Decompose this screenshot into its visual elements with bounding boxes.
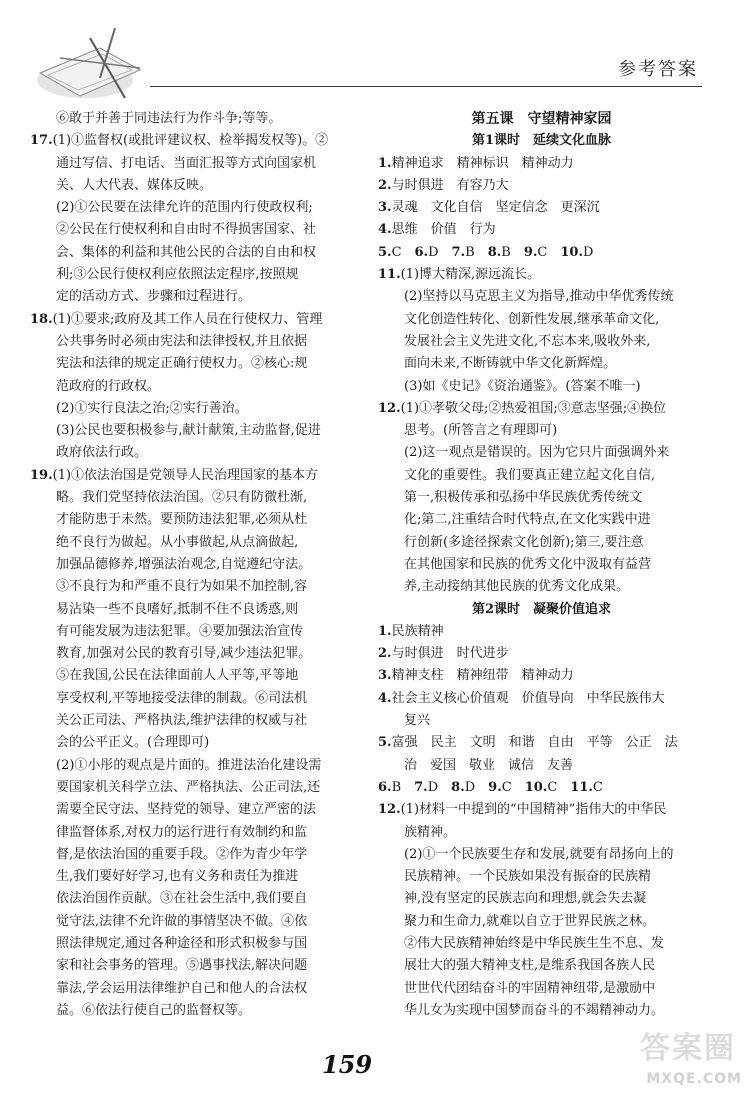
question-number: 8.: [451, 779, 465, 795]
text-line: 照法律规定,通过各种途径和形式积极参与国: [56, 935, 308, 951]
text-line: (2)①一个民族要生存和发展,就要有昂扬向上的: [404, 846, 674, 862]
text-line: 需要全民守法、坚持党的领导、建立严密的法: [56, 802, 317, 818]
answer-text: 与时俱进 时代进步: [391, 646, 509, 662]
text-line: 略。我们党坚持依法治国。②只有防微杜渐,: [56, 490, 308, 506]
text-line: 文化创造性转化、创新性发展,继承革命文化,: [404, 311, 660, 327]
text-line: (2)这一观点是错误的。因为它只片面强调外来: [404, 445, 670, 461]
text-line: 行创新(多途径探索文化创新);第三,要注意: [404, 534, 644, 550]
question-19-line: [30, 465, 368, 487]
text-line: 有可能发展为违法犯罪。④要加强法治宣传: [56, 623, 304, 639]
text-line: 在其他国家和民族的优秀文化中汲取有益营: [404, 556, 652, 572]
question-number: 12.: [378, 400, 401, 416]
text-line: 华儿女为实现中国梦而奋斗的不竭精神动力。: [404, 1002, 665, 1018]
text-line: 依法治国作贡献。③在社会生活中,我们要自: [56, 891, 308, 907]
section-title: 第1课时 延续文化血脉: [471, 133, 612, 149]
answer-text: (1)①监督权(或批评建议权、检举揭发权等)。②: [52, 133, 329, 149]
question-number: 11.: [570, 779, 593, 795]
text-line: 享受权利,平等地接受法律的制裁。⑥司法机: [56, 690, 308, 706]
answer-line: [378, 643, 705, 665]
answer-text: D: [428, 244, 452, 260]
text-line: 要国家机关科学立法、严格执法、公正司法,还: [56, 779, 321, 795]
question-number: 1.: [378, 623, 392, 639]
section-title: 第2课时 凝聚价值追求: [471, 601, 612, 617]
answer-text: B: [391, 779, 415, 795]
text-line: (2)坚持以马克思主义为指导,推动中华优秀传统: [404, 289, 674, 305]
lesson-title: 第五课 守望精神家园: [471, 111, 612, 127]
answer-line: [378, 219, 705, 241]
question-number: 17.: [30, 133, 53, 149]
question-number: 11.: [378, 267, 401, 283]
text-line: (2)①小彤的观点是片面的。推进法治化建设需: [56, 757, 322, 773]
text-line: 生,我们要好好学习,也有义务和责任为推进: [56, 869, 299, 885]
text-line: ⑤在我国,公民在法律面前人人平等,平等地: [56, 668, 299, 684]
text-line: (3)公民也要积极参与,献计献策,主动监督,促进: [56, 423, 321, 439]
answer-text: 民族精神: [391, 623, 444, 639]
text-line: 民族精神。一个民族如果没有振奋的民族精: [404, 869, 652, 885]
answer-line: [378, 799, 705, 821]
text-line: 加强品德修养,增强法治观念,自觉遵纪守法。: [56, 556, 312, 572]
answer-text: (1)材料一中提到的“中国精神”指伟大的中华民: [400, 802, 667, 818]
answer-text: C: [547, 779, 571, 795]
text-line: 会的公平正义。(合理即可): [56, 735, 210, 751]
answer-text: C: [537, 244, 561, 260]
text-line: 范政府的行政权。: [56, 378, 161, 394]
answer-text: 灵魂 文化自信 坚定信念 更深沉: [391, 200, 600, 216]
text-line: 才能防患于未然。要预防违法犯罪,必须从杜: [56, 512, 308, 528]
answer-text: (1)①依法治国是党领导人民治理国家的基本方: [52, 467, 319, 483]
answer-text: 富强 民主 文明 和谐 自由 平等 公正 法: [391, 735, 678, 751]
answer-text: C: [391, 244, 415, 260]
watermark-logo: 答案圈: [640, 1031, 736, 1066]
text-line: 面向未来,不断铸就中华文化新辉煌。: [404, 356, 617, 372]
answer-text: 精神追求 精神标识 精神动力: [391, 155, 574, 171]
question-number: 3.: [378, 668, 392, 684]
answer-line: [378, 175, 705, 197]
answer-text: D: [427, 779, 452, 795]
answer-text: 社会主义核心价值观 价值导向 中华民族伟大: [391, 690, 665, 706]
text-line: 通过写信、打电话、当面汇报等方式向国家机: [56, 155, 317, 171]
question-number: 9.: [523, 244, 538, 260]
text-line: 利;③公民行使权利应依照法定程序,按照规: [56, 267, 299, 283]
text-line: (2)①公民要在法律允许的范围内行使政权利;: [56, 200, 313, 216]
text-line: 第一,积极传承和弘扬中华民族优秀传统文: [404, 490, 643, 506]
text-line: (2)①实行良法之治;②实行善治。: [56, 400, 248, 416]
answer-text: (1)博大精深,源远流长。: [400, 267, 541, 283]
question-number: 10.: [560, 244, 583, 260]
right-column: [378, 108, 705, 1022]
text-line: 公共事务时必须由宪法和法律授权,并且依据: [56, 333, 308, 349]
text-line: ②伟大民族精神始终是中华民族生生不息、发: [404, 935, 665, 951]
text-line: 益。⑥依法行使自己的监督权等。: [56, 1002, 252, 1018]
text-line: 督,是依法治国的重要手段。②作为青少年学: [56, 846, 308, 862]
text-line: ⑥敢于并善于同违法行为作斗争;等等。: [56, 111, 282, 126]
text-line: 关、人大代表、媒体反映。: [56, 177, 213, 193]
text-line: 治 爱国 敬业 诚信 友善: [404, 757, 574, 773]
question-number: 5.: [378, 244, 392, 260]
text-line: 易沾染一些不良嗜好,抵制不住不良诱惑,则: [56, 601, 299, 617]
question-number: 3.: [378, 200, 392, 216]
question-number: 8.: [487, 244, 502, 260]
header-decoration-icon: [30, 18, 160, 108]
answer-line: [378, 153, 705, 175]
question-number: 4.: [378, 690, 392, 706]
text-line: 政府依法行政。: [56, 445, 148, 461]
question-number: 1.: [378, 155, 392, 171]
text-line: 发展社会主义先进文化,不忘本来,吸收外来,: [404, 333, 651, 349]
text-line: 觉守法,法律不允许做的事情坚决不做。④依: [56, 913, 308, 929]
page-number: 159: [322, 1050, 373, 1079]
text-line: 神,没有坚定的民族志向和理想,就会失去凝: [404, 891, 647, 907]
answer-line: [378, 732, 705, 754]
text-line: 世世代代团结奋斗的牢固精神纽带,是激励中: [404, 980, 656, 996]
text-line: 靠法,学会运用法律维护自己和他人的合法权: [56, 980, 308, 996]
text-line: 宪法和法律的规定正确行使权力。②核心:规: [56, 356, 308, 372]
page-header-title: 参考答案: [618, 59, 698, 80]
question-number: 2.: [378, 646, 392, 662]
question-number: 2.: [378, 177, 392, 193]
question-number: 9.: [488, 779, 502, 795]
answer-line: [378, 398, 705, 420]
answer-text: 与时俱进 有容乃大: [391, 177, 509, 193]
question-18-line: [30, 309, 368, 331]
question-number: 12.: [378, 802, 401, 818]
answer-text: 思维 价值 行为: [391, 222, 496, 238]
question-number: 5.: [378, 735, 392, 751]
text-line: 绝不良行为做起。从小事做起,从点滴做起,: [56, 534, 299, 550]
text-line: 家和社会事务的管理。⑤遇事找法,解决问题: [56, 958, 308, 974]
answer-text: (1)①孝敬父母;②热爱祖国;③意志坚强;④换位: [400, 400, 667, 416]
text-line: ②公民在行使权利和自由时不得损害国家、社: [56, 222, 317, 238]
answer-line: [378, 621, 705, 643]
text-line: 关公正司法、严格执法,维护法律的权威与社: [56, 713, 308, 729]
answer-text: D: [464, 779, 489, 795]
answer-line: [378, 242, 705, 264]
question-number: 7.: [451, 244, 466, 260]
text-line: 化;第二,注重结合时代特点,在文化实践中进: [404, 512, 651, 528]
text-line: 展壮大的强大精神支柱,是维系我国各族人民: [404, 958, 656, 974]
text-line: 聚力和生命力,就难以自立于世界民族之林。: [404, 913, 656, 929]
question-number: 7.: [414, 779, 428, 795]
watermark-url: MXQE.COM: [646, 1071, 742, 1087]
answer-line: [378, 197, 705, 219]
text-line: 族精神。: [404, 824, 457, 840]
question-17-line: [30, 130, 368, 152]
answer-line: [378, 264, 705, 286]
text-line: (3)如《史记》《资治通鉴》。(答案不唯一): [404, 378, 641, 394]
text-line: 复兴: [404, 713, 431, 729]
answer-line: [378, 777, 705, 799]
answer-text: 精神支柱 精神纽带 精神动力: [391, 668, 574, 684]
answer-text: (1)①要求;政府及其工作人员在行使权力、管理: [52, 311, 323, 327]
text-line: 思考。(所答言之有理即可): [404, 423, 558, 439]
text-line: 文化的重要性。我们要真正建立起文化自信,: [404, 467, 656, 483]
text-line: 教育,加强对公民的教育引导,减少违法犯罪。: [56, 646, 312, 662]
answer-text: C: [501, 779, 525, 795]
text-line: 定的活动方式、步骤和过程进行。: [56, 289, 252, 305]
answer-line: [378, 665, 705, 687]
question-number: 19.: [30, 467, 53, 483]
text-line: 会、集体的利益和其他公民的合法的自由和权: [56, 244, 317, 260]
left-column: [30, 108, 368, 1022]
answer-text: C: [592, 779, 603, 795]
header-divider: [150, 86, 702, 87]
question-number: 4.: [378, 222, 392, 238]
answer-line: [378, 688, 705, 710]
answer-text: B: [501, 244, 524, 260]
answer-text: D: [582, 244, 594, 260]
text-line: ③不良行为和严重不良行为如果不加控制,容: [56, 579, 308, 595]
answer-text: B: [465, 244, 488, 260]
question-number: 6.: [414, 244, 429, 260]
text-line: 养,主动接纳其他民族的优秀文化成果。: [404, 579, 630, 595]
text-line: 律监督体系,对权力的运行进行有效制约和监: [56, 824, 308, 840]
question-number: 6.: [378, 779, 392, 795]
question-number: 18.: [30, 311, 53, 327]
question-number: 10.: [524, 779, 548, 795]
